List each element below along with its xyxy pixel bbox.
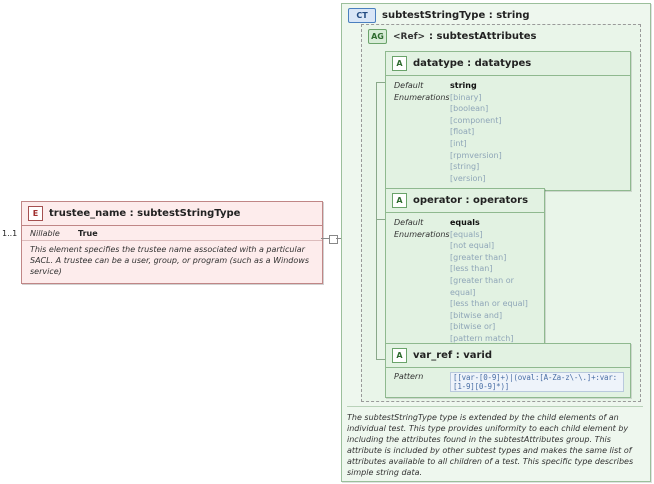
attribute-badge-icon: A [392, 56, 407, 71]
element-property-value: True [78, 229, 98, 238]
attribute-enum-value: [string] [450, 162, 480, 172]
attribute-rail-branch-3 [376, 359, 385, 360]
attribute-title: datatype : datatypes [413, 58, 532, 69]
attribute-enum-value: [component] [450, 115, 502, 125]
attribute-keys [394, 80, 450, 184]
attribute-badge-icon: A [392, 193, 407, 208]
attribute-key-enumerations: Enumerations [394, 92, 450, 102]
attribute-enum-value: [boolean] [450, 104, 489, 114]
attribute-key-enumerations: Enumerations [394, 229, 450, 239]
element-cardinality: 1..1 [2, 229, 18, 238]
attribute-group-badge-icon: AG [368, 29, 387, 44]
attribute-group-ref-label: <Ref> [393, 31, 426, 42]
attribute-header [386, 189, 544, 213]
attribute-enum-value: [less than] [450, 264, 493, 274]
attribute-enum-value: [version] [450, 173, 486, 183]
attribute-enum-value: [equals] [450, 229, 483, 239]
attribute-key-default: Default [394, 81, 424, 90]
attribute-pattern-value: [[var-[0-9]+)|(oval:[A-Za-z\-\.]+:var:[1-9][0-9]*)] [450, 372, 624, 392]
attribute-enum-value: [rpmversion] [450, 150, 502, 160]
attribute-enum-value: [bitwise and] [450, 310, 503, 320]
attribute-enum-value: [greater than] [450, 252, 507, 262]
attribute-enum-value: [greater than or equal] [450, 275, 514, 297]
attribute-title: var_ref : varid [413, 350, 493, 361]
attribute-enum-value: [float] [450, 127, 475, 137]
attribute-header [386, 52, 630, 76]
complextype-badge-icon: CT [348, 8, 376, 23]
element-property-key: Nillable [30, 229, 60, 238]
attribute-values [450, 217, 538, 345]
attribute-body [386, 213, 544, 351]
attribute-enum-value: [not equal] [450, 241, 495, 251]
attribute-rail [376, 82, 377, 359]
attribute-enum-value: [pattern match] [450, 333, 514, 343]
attribute-enum-value: [less than or equal] [450, 299, 528, 309]
connector-node[interactable] [329, 235, 338, 244]
attribute-group-header [362, 25, 640, 48]
attribute-default-value: equals [450, 218, 480, 227]
attribute-header [386, 344, 630, 368]
attribute-rail-branch-2 [376, 219, 385, 220]
attribute-box-operator[interactable] [385, 188, 545, 352]
attribute-key-default: Default [394, 218, 424, 227]
element-property-row [22, 226, 322, 241]
element-badge-icon: E [28, 206, 43, 221]
attribute-title: operator : operators [413, 195, 529, 206]
attribute-box-datatype[interactable] [385, 51, 631, 191]
attribute-enum-value: [binary] [450, 92, 482, 102]
complextype-title: subtestStringType : string [382, 10, 530, 21]
attribute-key-pattern: Pattern [394, 372, 424, 381]
attribute-values [450, 80, 624, 184]
attribute-enum-value: [bitwise or] [450, 322, 496, 332]
element-header [22, 202, 322, 226]
complextype-documentation: The subtestStringType type is extended by the child elements of an individual test. This type provides uniformity to each child element by including the attributes found in the subtestAttributes group. This attribute is included by other subtest types and makes the same list of attributes available to all children of a test. This specific type describes simple string data. [347, 406, 643, 478]
attribute-default-value: string [450, 81, 477, 90]
element-box-trustee-name[interactable] [21, 201, 323, 284]
attribute-body [386, 76, 630, 190]
attribute-enum-value: [int] [450, 138, 467, 148]
element-title: trustee_name : subtestStringType [49, 208, 241, 219]
attribute-box-var-ref[interactable] [385, 343, 631, 398]
attribute-keys [394, 217, 450, 345]
element-documentation: This element specifies the trustee name associated with a particular SACL. A trustee can be a user, group, or program (such as a Windows service) [30, 245, 309, 276]
attribute-rail-branch-1 [376, 82, 385, 83]
attribute-group-title: : subtestAttributes [429, 31, 537, 42]
attribute-pattern-row [386, 368, 630, 397]
attribute-badge-icon: A [392, 348, 407, 363]
